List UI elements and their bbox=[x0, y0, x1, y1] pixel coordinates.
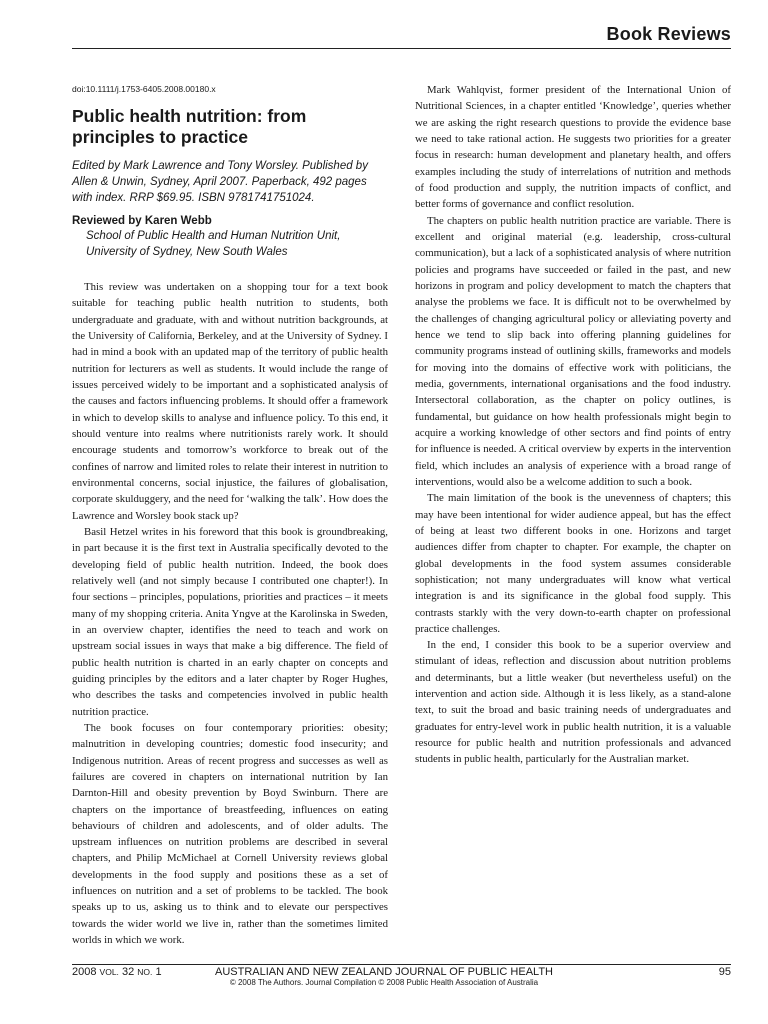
paragraph: This review was undertaken on a shopping tour for a text book suitable for teaching public health nutrition to students, both undergraduate and graduate, with and without nutrition backgrounds, at the University of California, Berkeley, and at the University of Sydney. I had in mind a book with an updated map of the territory of public health nutrition for lecturers as well as students. It would include the range of issues perceived widely to be important and a sophisticated analysis of the causes and factors influencing problems. It should offer a framework in which to develop skills to analyse and influence policy. To this end, it should venture into realms where nutritionists rarely work. It should encourage students and tomorrow’s workforce to break out of the confines of narrow and limited roles to relate their interest in nutrition to environmental concerns, social injustice, the failures of globalisation, corporate skulduggery, and the need for ‘walking the talk’. How does the Lawrence and Worsley book stack up? bbox=[72, 281, 388, 522]
header-rule bbox=[72, 48, 731, 49]
footer-vol: 32 bbox=[121, 966, 135, 978]
footer-no-label: NO. bbox=[137, 967, 153, 977]
footer-no: 1 bbox=[155, 966, 162, 978]
footer-year: 2008 bbox=[72, 966, 97, 978]
body-text-left bbox=[72, 279, 388, 948]
paragraph: Basil Hetzel writes in his foreword that this book is groundbreaking, in part because it is the first text in Australia specifically devoted to the developing field of public health nutrition. Indeed, the book does relatively well (and not simply because I contributed one chapter!). In four sections – principles, populations, priorities and practices – it meets many of my shopping criteria. Anita Yngve at the Karolinska in Sweden, in an overview chapter, identifies the need to teach and work on upstream social issues in ways that make a big difference. The field of public health nutrition is charted in an early chapter on concepts and guiding principles by the editors and a later chapter by Roger Hughes, who describes the tasks and competencies involved in public health nutrition practice. bbox=[72, 525, 388, 718]
right-column bbox=[415, 82, 731, 768]
paragraph: The chapters on public health nutrition practice are variable. There is excellent and original material (e.g. leadership, cross-cultural communication), but a lack of a sophisticated analysis of where nutrition policies and programs have succeeded or failed in the past, and new horizons in program and policy development to match the chapters that analyse the problems we face. It is difficult not to be overwhelmed by the challenges of changing agricultural policy or alleviating poverty and hence we tend to slip back into offering planning guidelines for community programs instead of outlining skills, frameworks and models for moving into the domains of effective work with politicians, the media, governments, international organisations and the food industry. Intersectoral collaboration, as the chapter on policy outlines, is fundamental, but guidance on how health professionals might begin to acquire a working knowledge of other sectors and find points of entry for influence is needed. A critical overview by experts in the intervention field, which includes an analysis of experience with a broad range of interventions, would also be a welcome addition to such a book. bbox=[415, 214, 731, 488]
footer-rule bbox=[72, 964, 731, 965]
paragraph: The book focuses on four contemporary priorities: obesity; malnutrition in developing countries; domestic food insecurity; and Indigenous nutrition. Areas of recent progress and successes as well as failures are covered in chapters on international nutrition by Ian Darnton-Hill and obesity prevention by Boyd Swinburn. There are chapters on the importance of breastfeeding, influences on eating behaviours of children and adolescents, and of older adults. The upstream influences on nutrition problems are described in several chapters, and Philip McMichael at Cornell University reviews global developments in the food supply and positions these as a set of influences on nutrition and a set of problems to be tackled. The book speaks up to us, asking us to think and to elevate our perspectives towards the wider world we live in, rather than the sometimes limited worlds in which we work. bbox=[72, 721, 388, 947]
doi: doi:10.1111/j.1753-6405.2008.00180.x bbox=[72, 84, 216, 94]
paragraph: In the end, I consider this book to be a superior overview and stimulant of ideas, reflection and discussion about nutrition problems and determinants, but a little weaker (but nevertheless useful) on the intervention and action side. Although it is less likely, as a stand-alone text, to suit the broad and basic training needs of undergraduates and graduates for entry-level work in public health nutrition, it is a valuable resource for public health and nutrition professionals and advanced students in public health, particularly for the Australian market. bbox=[415, 639, 731, 766]
body-text-right bbox=[415, 82, 731, 768]
section-header: Book Reviews bbox=[606, 24, 731, 44]
reviewer-name: Reviewed by Karen Webb bbox=[72, 215, 212, 227]
page-number: 95 bbox=[718, 966, 731, 978]
footer-copyright: © 2008 The Authors. Journal Compilation © 2008 Public Health Association of Australia bbox=[229, 978, 539, 987]
paragraph: The main limitation of the book is the unevenness of chapters; this may have been intentional for wider audience appeal, but has the effect of being at least two different books in one. Horizons and target audiences differ from chapter to chapter. For example, the chapter on global developments in the food system assumes considerable sophistication; not many undergraduates will know what vertical integration is and its significance in the global food supply. This contrasts starkly with the very down-to-earth chapter on professional practice challenges. bbox=[415, 492, 731, 635]
left-column bbox=[72, 84, 388, 948]
footer-vol-label: VOL. bbox=[99, 967, 119, 977]
footer-journal: AUSTRALIAN AND NEW ZEALAND JOURNAL OF PUBLIC HEALTH bbox=[214, 966, 553, 978]
publication-details: Edited by Mark Lawrence and Tony Worsley. Published by Allen & Unwin, Sydney, April 2007. Paperback, 492 pages with index. RRP $69.95. ISBN 9781741751024. bbox=[72, 160, 368, 204]
paragraph: Mark Wahlqvist, former president of the International Union of Nutritional Sciences, in a chapter entitled ‘Knowledge’, queries whether we are asking the right research questions to provide the evidence base we need to take rational action. He suggests two priorities for a greater focus in research: human development and planetary health, and offers examples including the study of interrelations of nutrition and methods of food production and supply, the nutrition impacts of conflict, and better forms of governance and conflict resolution. bbox=[415, 84, 731, 211]
reviewer-affiliation: School of Public Health and Human Nutrition Unit, University of Sydney, New South Wales bbox=[86, 230, 341, 258]
article-title: Public health nutrition: from principles to practice bbox=[72, 106, 307, 147]
